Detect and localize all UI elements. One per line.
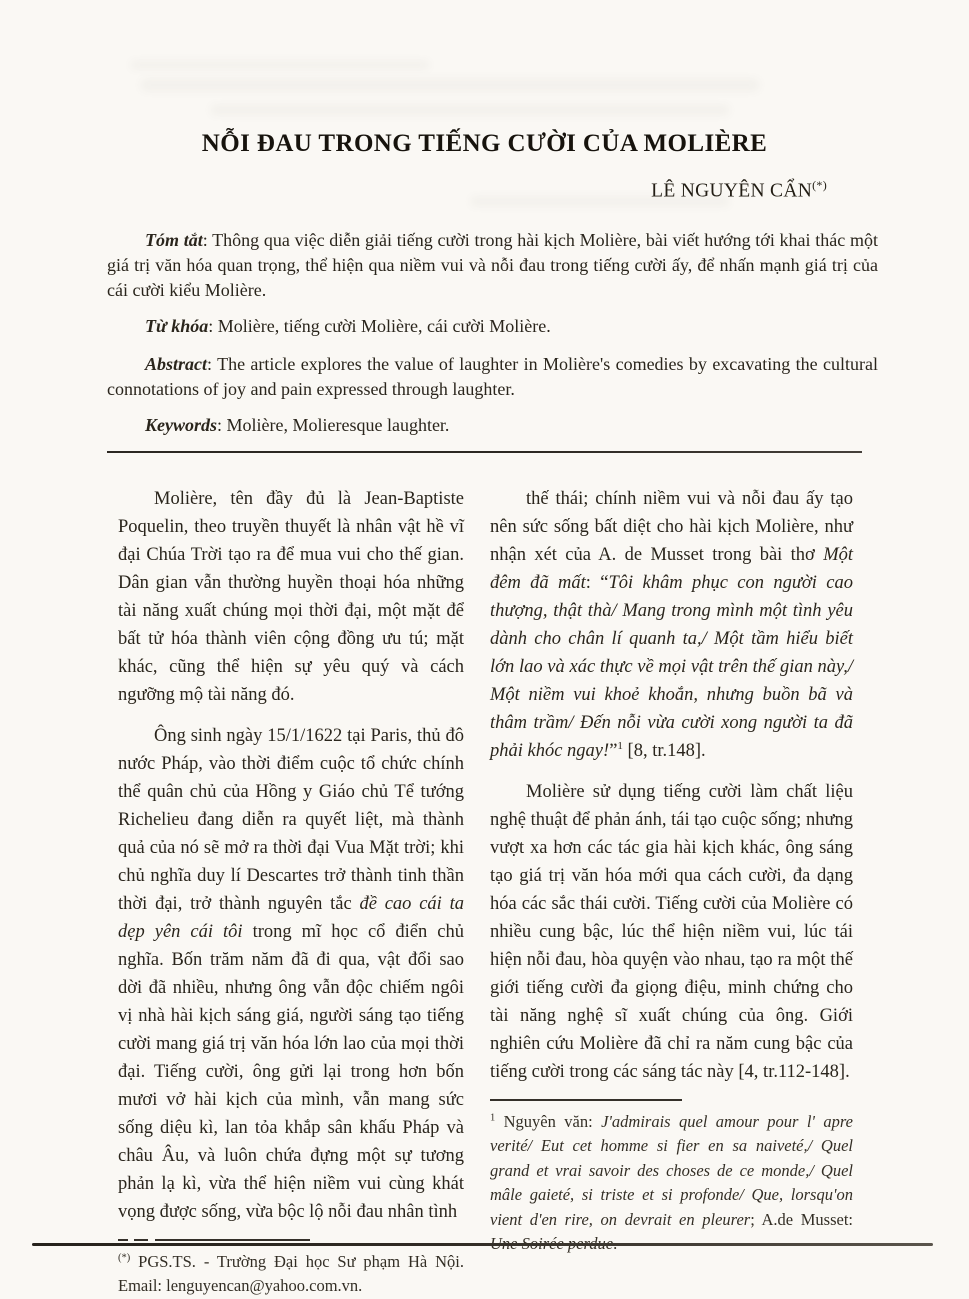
abstract-en	[107, 352, 878, 402]
abstract-vi	[107, 228, 878, 303]
keywords-vi-label: Từ khóa	[145, 315, 209, 336]
keywords-vi	[107, 314, 878, 339]
keywords-en-text: : Molière, Molieresque laughter.	[217, 414, 450, 435]
citation-footnote: $^1$ Nguyên văn: J'admirais quel amour pour l' apre verité/ Eut cet homme si fier en sa naiveté,/ Quel grand et vrai savoir des choses de ce monde,/ Quel mâle gaieté, si triste et si profonde/ Que, lorsqu'on vient d'en rire, on devrait en pleurer; A.de Musset:	[490, 1111, 853, 1229]
footnote-divider	[118, 1239, 310, 1241]
abstract-vi-text: : Thông qua việc diễn giải tiếng cười trong hài kịch Molière, bài viết hướng tới khai thác một giá trị văn hóa quan trọng, thể hiện qua niềm vui và nỗi đau trong tiếng cười ấy, để nhấn mạnh giá trị của cái cười kiểu Molière.	[107, 229, 878, 300]
abstract-vi-label: Tóm tắt	[145, 229, 203, 250]
body-paragraph: Molière, tên đầy đủ là Jean-Baptiste Poquelin, theo truyền thuyết là nhân vật hề vĩ đại Chúa Trời tạo ra để mua vui cho thế gian. Dân gian vẫn thường huyền thoại hóa những tài năng xuất chúng mọi thời đại, một mặt để bất tử hóa thành viên cộng đồng ưu tú; mặt khác, cũng thể hiện sự yêu quý và cách ngưỡng mộ tài năng đó.	[118, 488, 464, 705]
keywords-en	[107, 413, 878, 438]
keywords-vi-text: : Molière, tiếng cười Molière, cái cười Molière.	[208, 315, 551, 336]
keywords-en-label: Keywords	[145, 414, 217, 435]
scanner-edge-line	[32, 1243, 933, 1246]
article-body	[0, 485, 969, 1299]
article-header	[0, 0, 969, 203]
body-paragraph: thế thái; chính niềm vui và nỗi đau ấy tạo nên sức sống bất diệt cho hài kịch Molière, như nhận xét của A. de Musset trong bài thơ Một đêm đã mất: “Tôi khâm phục con người cao thượng, thật thà/ Mang trong mình một tình yêu dành cho chân lí quanh ta,/ Một tầm hiểu biết lớn lao và xác thực về mọi vật trên thế gian này,/ Một niềm vui khoẻ khoắn, nhưng buồn bã và thâm trầm/ Đến nỗi vừa cười xong người ta đã phải khóc ngay!”$^1$ [8, tr.148].	[490, 488, 853, 761]
author-footnote: (*) PGS.TS. - Trường Đại học Sư phạm Hà Nội. Email: lenguyencan@yahoo.com.vn.	[118, 1251, 464, 1295]
section-divider-rule	[107, 451, 862, 453]
author-name: LÊ NGUYÊN CẨN	[651, 180, 813, 202]
body-column-left	[118, 485, 464, 1299]
author-note-mark: (*)	[812, 178, 827, 192]
abstract-block	[0, 228, 969, 438]
author-line	[0, 178, 969, 203]
body-column-right	[490, 485, 853, 1257]
abstract-en-text: : The article explores the value of laughter in Molière's comedies by excavating the cultural connotations of joy and pain expressed through laughter.	[107, 353, 878, 399]
body-paragraph: Molière sử dụng tiếng cười làm chất liệu nghệ thuật để phản ánh, tái tạo cuộc sống; nhưng vượt xa hơn các tác gia hài kịch khác, ông sáng tạo giá trị văn hóa mới qua cách cười, đa dạng hóa các sắc thái cười. Tiếng cười của Molière có nhiều cung bậc, lúc thể hiện niềm vui, lúc tái hiện nỗi đau, hòa quyện vào nhau, tạo ra một thế giới tiếng cười đa giọng điệu, minh chứng cho tài năng nghệ sĩ xuất chúng của ông. Giới nghiên cứu Molière đã chỉ ra năm cung bậc của tiếng cười trong các sáng tác này [4, tr.112-148].	[490, 781, 853, 1082]
body-paragraph: Ông sinh ngày 15/1/1622 tại Paris, thủ đô nước Pháp, vào thời điểm cuộc tổ chức chính thể quân chủ của Hồng y Giáo chủ Tể tướng Richelieu đang diễn ra quyết liệt, mà thành quả của nó sẽ mở ra thời đại Vua Mặt trời; khi chủ nghĩa duy lí Descartes trở thành tinh thần thời đại, trở thành nguyên tắc đề cao cái ta dẹp yên cái tôi trong mĩ học cổ điển chủ nghĩa. Bốn trăm năm đã đi qua, vật đổi sao dời đã nhiều, nhưng ông vẫn độc chiếm ngôi vị nhà hài kịch sáng giá, người sáng tạo tiếng cười mang giá trị văn hóa lớn lao của mọi thời đại. Tiếng cười, ông gửi lại trong hơn bốn mươi vở hài kịch của mình, vẫn mang sức sống diệu kì, lan tỏa khắp sân khấu Pháp và châu Âu, và luôn chứa đựng một sự tương phản lạ kì, vừa thể hiện niềm vui cùng khát vọng được sống, vừa bộc lộ nỗi đau nhân tình	[118, 725, 464, 1222]
article-title: NỖI ĐAU TRONG TIẾNG CƯỜI CỦA MOLIÈRE	[201, 130, 768, 157]
footnote-divider	[490, 1099, 682, 1101]
abstract-en-label: Abstract	[145, 353, 208, 374]
